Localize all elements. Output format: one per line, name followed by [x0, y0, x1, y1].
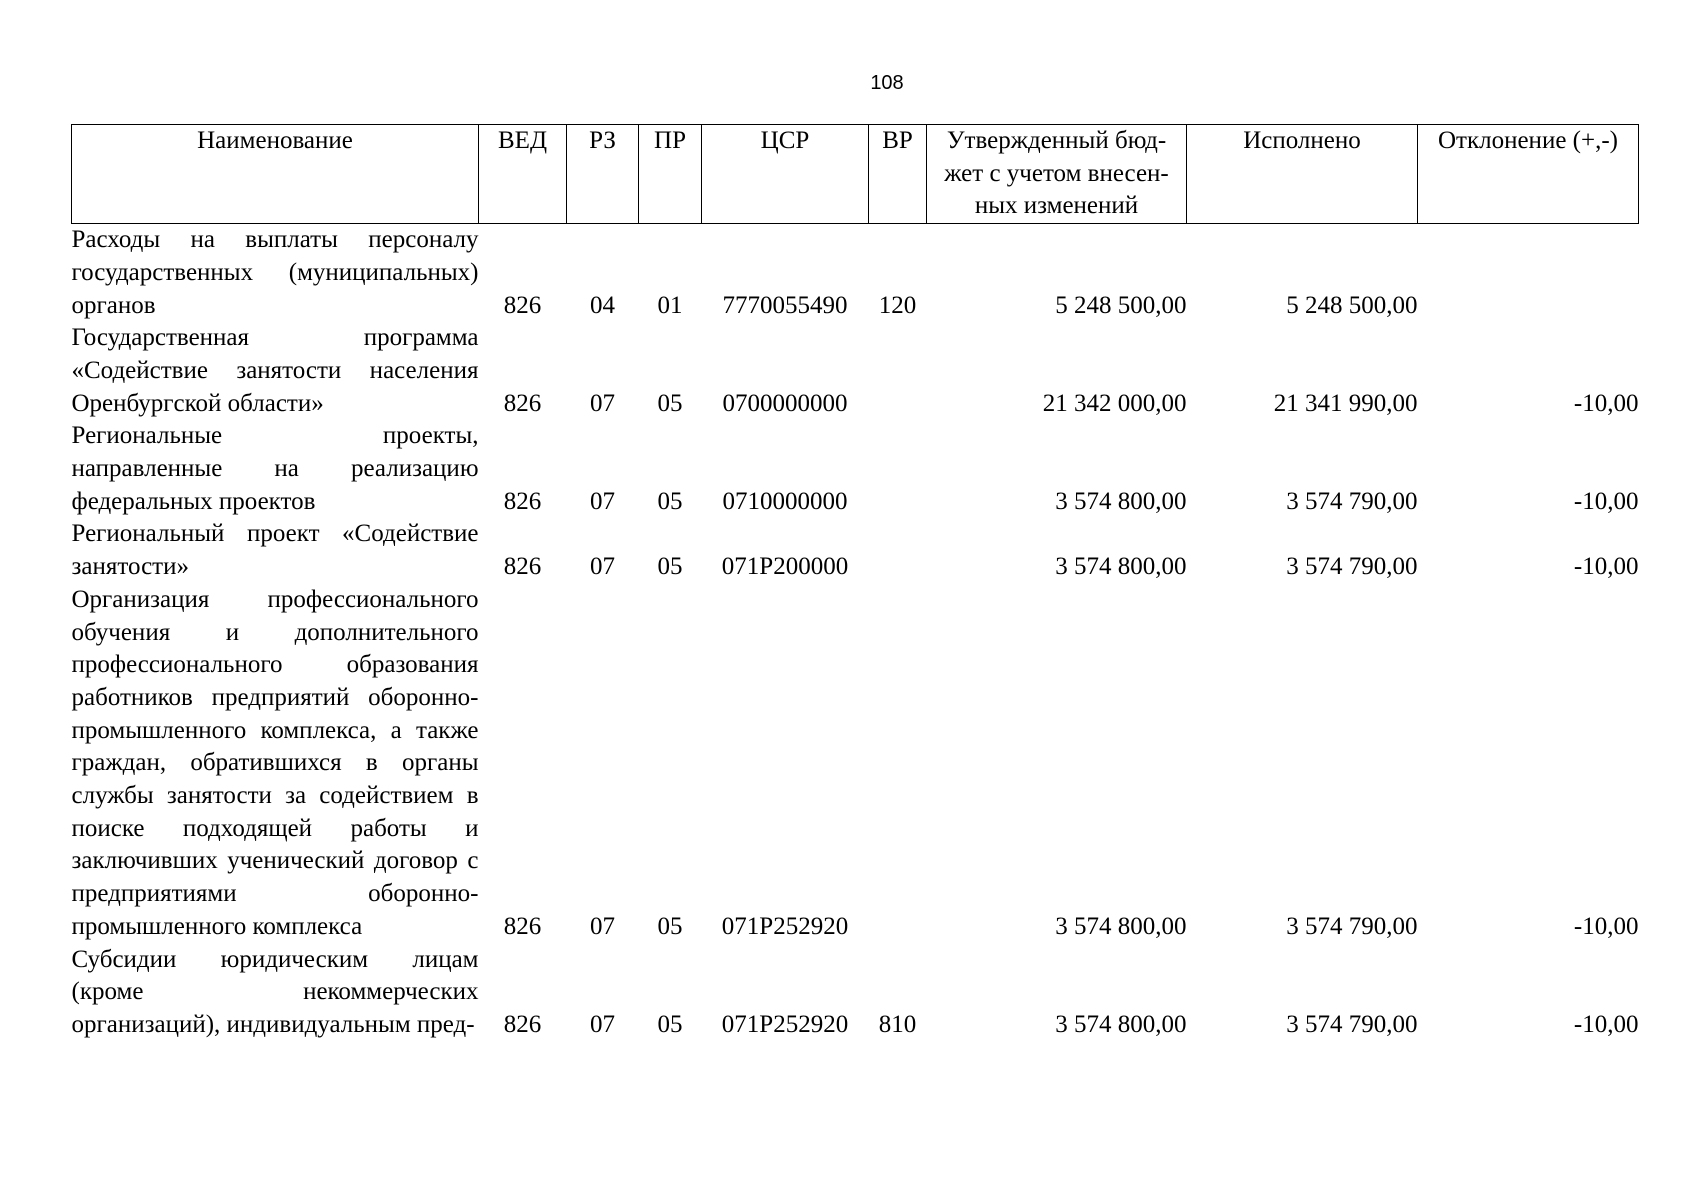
- table-header-row: [72, 125, 1639, 224]
- header-rz: РЗ: [567, 125, 639, 224]
- row-deviation: [1418, 224, 1639, 323]
- row-ved: 826: [503, 291, 542, 319]
- table-row: [72, 322, 1639, 420]
- row-pr: 05: [657, 487, 683, 515]
- row-vr: [869, 322, 927, 420]
- row-executed: 3 574 790,00: [1286, 553, 1418, 581]
- row-rz: 07: [590, 487, 615, 515]
- row-deviation: -10,00: [1573, 912, 1639, 940]
- row-pr: 05: [657, 389, 683, 417]
- row-ved: 826: [503, 912, 542, 940]
- header-executed: Исполнено: [1187, 125, 1418, 224]
- table-row: [72, 518, 1639, 583]
- row-deviation: -10,00: [1573, 553, 1639, 581]
- header-ved: ВЕД: [479, 125, 567, 224]
- header-csr: ЦСР: [702, 125, 869, 224]
- row-approved: 3 574 800,00: [1055, 553, 1187, 581]
- table-row: [72, 584, 1639, 944]
- header-approved: Утвержденный бюд-жет с учетом внесен-ных изменений: [927, 125, 1187, 224]
- row-ved: 826: [503, 487, 542, 515]
- row-name: Организация профессионального обучения и дополнительного профессионального образования работников предприятий оборонно-промышленного комплекса, а также граждан, обратившихся в органы службы занятости за содействием в поиске подходящей работы и заключивших ученический договор с предприятиями оборонно-промышленного комплекса: [71, 585, 479, 940]
- row-vr: 810: [878, 1010, 917, 1038]
- row-executed: 3 574 790,00: [1286, 487, 1418, 515]
- row-csr: 7770055490: [722, 291, 848, 319]
- table-row: [72, 420, 1639, 518]
- row-ved: 826: [503, 1010, 542, 1038]
- row-ved: 826: [503, 389, 542, 417]
- row-vr: [869, 420, 927, 518]
- budget-table: [71, 124, 1639, 1042]
- row-pr: 05: [657, 1010, 683, 1038]
- row-csr: 071P252920: [721, 912, 849, 940]
- row-csr: 0710000000: [722, 487, 848, 515]
- table-row: [72, 944, 1639, 1042]
- row-csr: 0700000000: [722, 389, 848, 417]
- header-pr: ПР: [639, 125, 702, 224]
- row-approved: 21 342 000,00: [1042, 389, 1187, 417]
- row-pr: 05: [657, 553, 683, 581]
- table-row: [72, 224, 1639, 323]
- row-csr: 071P252920: [721, 1010, 849, 1038]
- row-executed: 3 574 790,00: [1286, 912, 1418, 940]
- page-number: 108: [870, 72, 904, 94]
- row-approved: 3 574 800,00: [1055, 912, 1187, 940]
- row-executed: 5 248 500,00: [1286, 291, 1418, 319]
- row-deviation: -10,00: [1573, 1010, 1639, 1038]
- row-ved: 826: [503, 553, 542, 581]
- row-vr: [869, 584, 927, 944]
- row-name: Региональный проект «Содействие занятости»: [71, 520, 479, 581]
- header-name: Наименование: [72, 125, 479, 224]
- row-vr: [869, 518, 927, 583]
- row-csr: 071P200000: [721, 553, 849, 581]
- row-pr: 01: [657, 291, 683, 319]
- row-executed: 21 341 990,00: [1273, 389, 1418, 417]
- row-rz: 07: [590, 553, 615, 581]
- row-pr: 05: [657, 912, 683, 940]
- row-rz: 07: [590, 912, 615, 940]
- row-deviation: -10,00: [1573, 487, 1639, 515]
- row-rz: 07: [590, 1010, 615, 1038]
- row-name: Региональные проекты, направленные на реализацию федеральных проектов: [71, 422, 479, 515]
- row-vr: 120: [878, 291, 917, 319]
- header-deviation: Отклонение (+,-): [1418, 125, 1639, 224]
- row-rz: 04: [590, 291, 615, 319]
- row-executed: 3 574 790,00: [1286, 1010, 1418, 1038]
- row-approved: 5 248 500,00: [1055, 291, 1187, 319]
- row-name: Расходы на выплаты персоналу государственных (муниципальных) органов: [71, 226, 479, 319]
- row-name: Государственная программа «Содействие занятости населения Оренбургской области»: [71, 324, 479, 417]
- row-rz: 07: [590, 389, 615, 417]
- row-deviation: -10,00: [1573, 389, 1639, 417]
- row-approved: 3 574 800,00: [1055, 1010, 1187, 1038]
- row-name: Субсидии юридическим лицам (кроме некоммерческих организаций), индивидуальным пред-: [71, 945, 479, 1038]
- header-vr: ВР: [869, 125, 927, 224]
- row-approved: 3 574 800,00: [1055, 487, 1187, 515]
